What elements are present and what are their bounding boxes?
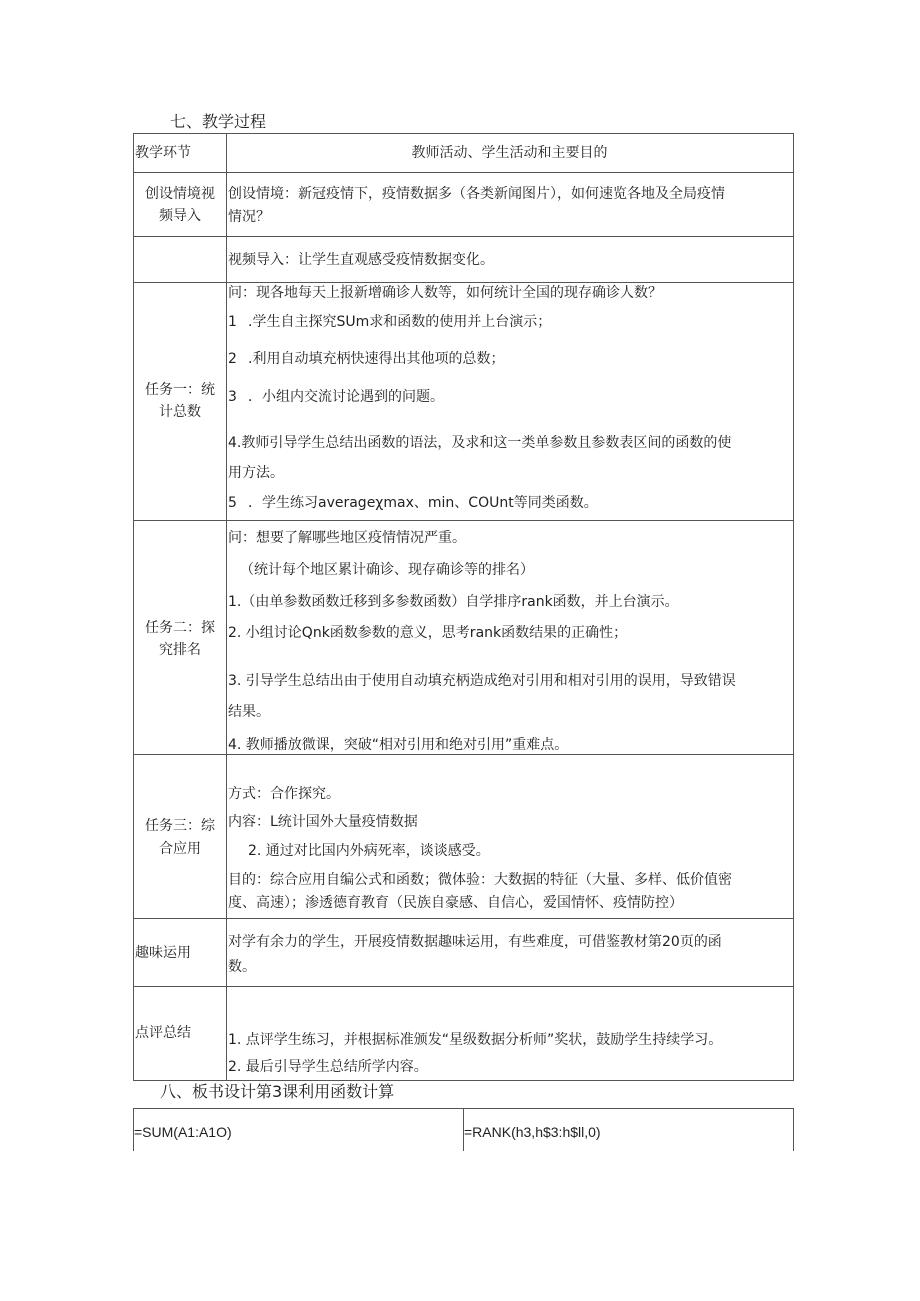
activity-line: 对学有余力的学生，开展疫情数据趣味运用，有些难度，可借鉴教材第20页的函 [228,934,722,950]
stage-label: 任务一：统 [145,382,215,398]
activity-line: 1 [228,314,237,330]
activity-line: ．学生练习averageχmax、min、COUnt等同类函数。 [248,495,598,511]
activity-line: 4. 教师播放微课，突破“相对引用和绝对引用”重难点。 [228,737,569,753]
activity-line: 2 [228,351,237,367]
activity-line: 3 [228,389,237,405]
activity-line: 度、高速）；渗透德育教育（民族自豪感、自信心，爱国情怀、疫情防控） [228,895,683,911]
activity-line: 问：想要了解哪些地区疫情情况严重。 [228,530,466,546]
activity-line: 2. 最后引导学生总结所学内容。 [228,1059,428,1075]
section-8-title: 八、板书设计第3课利用函数计算 [160,1082,395,1101]
activity-line: 1.（由单参数函数迁移到多参数函数）自学排序rank函数，并上台演示。 [228,594,679,610]
activity-line: .利用自动填充柄快速得出其他项的总数； [248,351,505,367]
activity-line: 4.教师引导学生总结出函数的语法，及求和这一类单参数且参数表区间的函数的使 [228,435,732,451]
stage-label: 究排名 [159,642,201,658]
activity-line: 问：现各地每天上报新增确诊人数等，如何统计全国的现存确诊人数？ [228,285,662,301]
section-7-title: 七、教学过程 [170,112,267,131]
stage-label: 频导入 [159,208,201,224]
stage-label: 计总数 [159,404,201,420]
stage-label: 点评总结 [135,1025,191,1041]
activity-line: 2. 小组讨论Qnk函数参数的意义，思考rank函数结果的正确性； [228,625,628,641]
activity-line: 5 [228,495,237,511]
activity-line: 视频导入：让学生直观感受疫情数据变化。 [228,252,494,268]
activity-line: 内容：L统计国外大量疫情数据 [228,814,418,830]
activity-line: 1. 点评学生练习，并根据标准颁发“星级数据分析师”奖状，鼓励学生持续学习。 [228,1032,723,1048]
activity-line: 目的：综合应用自编公式和函数；微体验：大数据的特征（大量、多样、低价值密 [228,872,732,888]
stage-label: 合应用 [159,841,201,857]
activity-line: 数。 [228,959,256,975]
stage-label: 趣味运用 [135,945,191,961]
activity-line: 结果。 [228,704,270,720]
header-stage: 教学环节 [135,145,191,161]
activity-line: 方式：合作探究。 [228,786,340,802]
activity-line: .学生自主探究SUm求和函数的使用并上台演示； [248,314,552,330]
stage-label: 创设情境视 [145,186,215,202]
activity-line: 用方法。 [228,465,284,481]
activity-line: 2. 通过对比国内外病死率，谈谈感受。 [248,843,490,859]
stage-label: 任务三：综 [145,818,215,834]
activity-line: 3. 引导学生总结出由于使用自动填充柄造成绝对引用和相对引用的误用，导致错误 [228,673,736,689]
stage-label: 任务二：探 [145,620,215,636]
board-formula-rank: =RANK(h3,h$3:h$ll,0) [464,1124,601,1140]
activity-line: ．小组内交流讨论遇到的问题。 [248,389,444,405]
activity-line: 创设情境：新冠疫情下，疫情数据多（各类新闻图片），如何速览各地及全局疫情 [228,186,725,202]
activity-line: （统计每个地区累计确诊、现存确诊等的排名） [240,562,534,578]
header-activities: 教师活动、学生活动和主要目的 [411,145,608,161]
board-formula-sum: =SUM(A1:A1O) [134,1124,232,1140]
activity-line: 情况？ [228,209,270,225]
